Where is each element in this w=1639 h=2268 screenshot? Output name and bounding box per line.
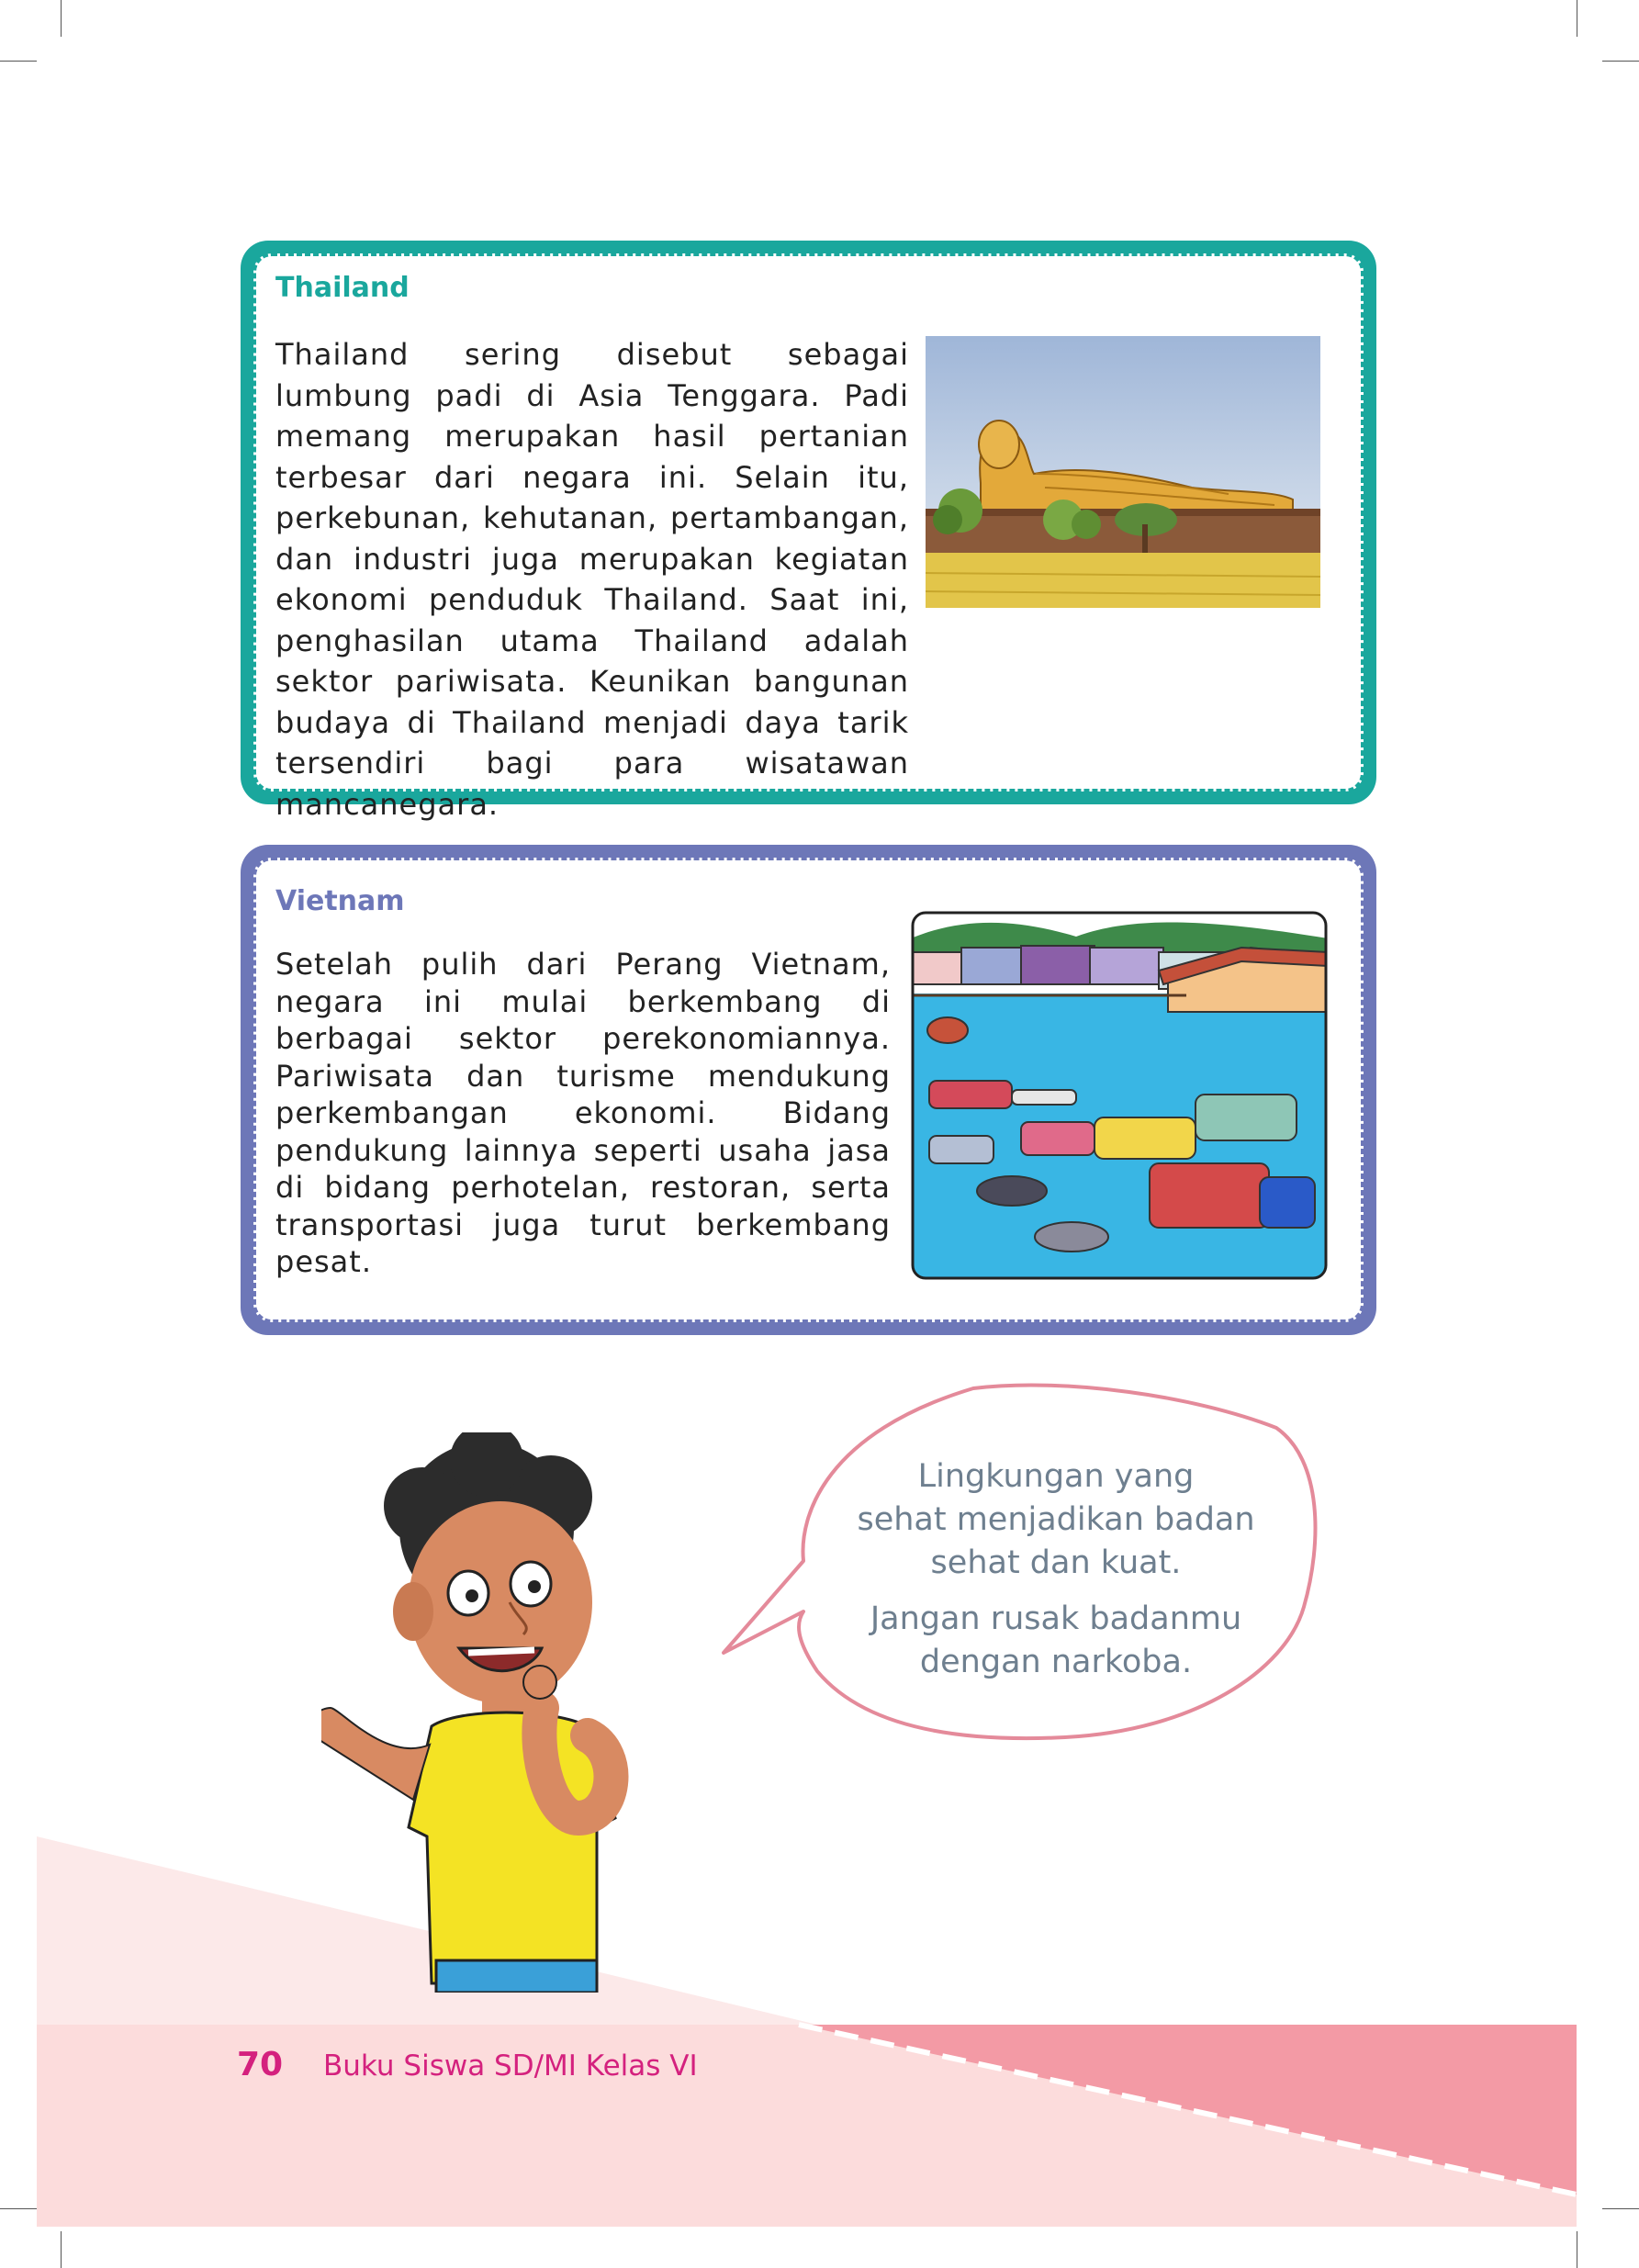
bubble-line: sehat dan kuat. — [930, 1544, 1182, 1581]
thailand-title: Thailand — [275, 272, 410, 304]
bubble-line: Lingkungan yang — [917, 1458, 1195, 1495]
bubble-message-1 — [826, 1455, 1285, 1585]
bubble-line: Jangan rusak badanmu — [870, 1600, 1242, 1637]
bubble-message-2 — [826, 1598, 1285, 1684]
book-label: Buku Siswa SD/MI Kelas VI — [323, 2049, 698, 2083]
bubble-line: sehat menjadikan badan — [857, 1501, 1255, 1538]
bubble-line: dengan narkoba. — [919, 1644, 1193, 1680]
page-number: 70 — [237, 2046, 284, 2083]
thailand-paragraph: Thailand sering disebut sebagai lumbung padi di Asia Tenggara. Padi memang merupakan hasil pertanian terbesar dari negara ini. Selain itu, perkebunan, kehutanan, pertambangan, dan industri juga merupakan kegiatan ekonomi penduduk Thailand. Saat ini, penghasilan utama Thailand adalah sektor pariwisata. Keunikan bangunan budaya di Thailand menjadi daya tarik tersendiri bagi para wisatawan mancanegara. — [275, 337, 909, 822]
vietnam-paragraph: Setelah pulih dari Perang Vietnam, negara ini mulai berkembang di berbagai sektor perekonomiannya. Pariwisata dan turisme mendukung perkembangan ekonomi. Bidang pendukung lainnya seperti usaha jasa di bidang perhotelan, restoran, serta transportasi juga turut berkembang pesat. — [275, 947, 891, 1279]
vietnam-title: Vietnam — [275, 885, 405, 917]
